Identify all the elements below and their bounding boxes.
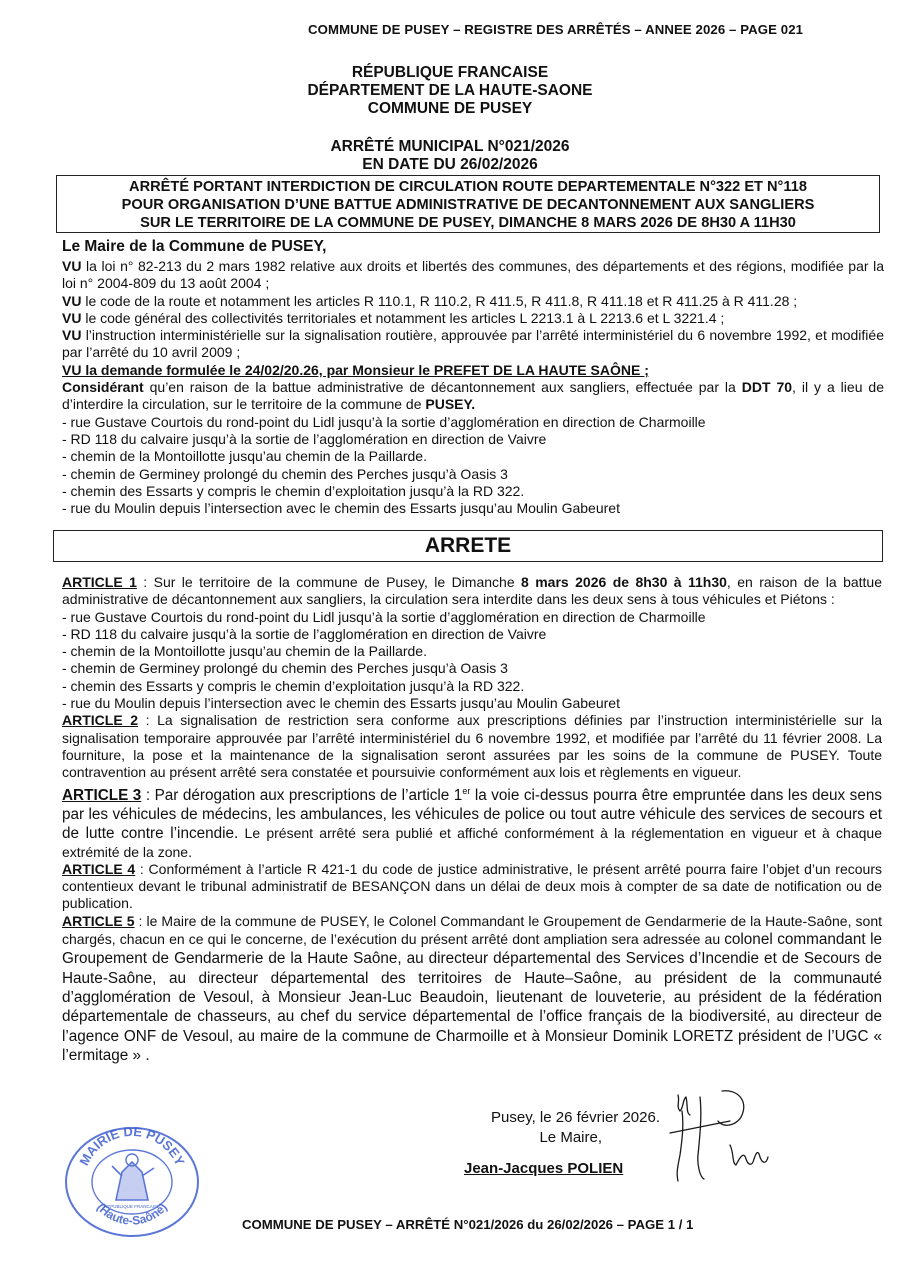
list-item: - chemin de la Montoillotte jusqu’au chemin de la Paillarde. [62, 643, 427, 660]
list-item: - RD 118 du calvaire jusqu’à la sortie de l’agglomération en direction de Vaivre [62, 625, 547, 642]
articles-section [62, 574, 882, 1065]
arrete-heading: ARRETE [424, 534, 512, 557]
republic-line: RÉPUBLIQUE FRANCAISE [351, 64, 549, 81]
stamp-top-text: MAIRIE DE PUSEY [76, 1123, 188, 1168]
signer-name: Jean-Jacques POLIEN [464, 1160, 624, 1177]
mayor-intro: Le Maire de la Commune de PUSEY, [62, 238, 327, 255]
list-item: - chemin des Essarts y compris le chemin d’exploitation jusqu’à la RD 322. [62, 482, 525, 499]
issuing-authority [0, 64, 900, 118]
vu-label: VU [62, 258, 82, 274]
signer-role: Le Maire, [539, 1129, 602, 1146]
department-line: DÉPARTEMENT DE LA HAUTE-SAONE [307, 82, 593, 99]
article-5: ARTICLE 5 : le Maire de la commune de PUSEY, le Colonel Commandant le Groupement de Gendarmerie de la Haute-Saône, sont chargés, chacun en ce qui le concerne, de l’exécution du présent arrêté dont ampliation sera adressée au colonel commandant le Groupement de Gendarmerie de la Haute Saône, au directeur départemental des Services d’Incendie et de Secours de Haute-Saône, au directeur départemental des territoires de Haute–Saône, au président de la communauté d’agglomération de Vesoul, à Monsieur Jean-Luc Beaudoin, lieutenant de louveterie, au président de la fédération départementale de chasseurs, au chef du service départemental de l’office français de la biodiversité, au directeur de l’agence ONF de Vesoul, au maire de la commune de Charmoille et à Monsieur Dominik LORETZ président de l’UGC « l’ermitage » . [62, 912, 883, 1064]
vu-label: VU [62, 309, 82, 326]
list-item: - chemin des Essarts y compris le chemin d’exploitation jusqu’à la RD 322. [62, 677, 525, 694]
list-item: - rue Gustave Courtois du rond-point du Lidl jusqu’à la sortie d’agglomération en direction de Charmoille [62, 608, 706, 625]
vu-item: VU le code général des collectivités territoriales et notamment les articles L 2213.1 à L 2213.6 et L 3221.4 ; [62, 309, 725, 326]
article-4: ARTICLE 4 : Conformément à l’article R 421-1 du code de justice administrative, le présent arrêté pourra faire l’objet d’un recours contentieux devant le tribunal administratif de BESANÇON dans un délai de deux mois à compter de sa date de notification ou de publication. [62, 860, 882, 912]
list-item: - rue du Moulin depuis l’intersection avec le chemin des Essarts jusqu’au Moulin Gabeuret [62, 695, 620, 712]
mairie-stamp-icon [62, 1120, 202, 1238]
article-1: ARTICLE 1 : Sur le territoire de la commune de Pusey, le Dimanche 8 mars 2026 de 8h30 à 11h30, en raison de la battue administrative de décantonnement aux sangliers, la circulation sera interdite dans les deux sens à tous véhicules et Piétons : [62, 574, 882, 608]
vu-label: VU [62, 292, 82, 309]
arrete-number [0, 138, 900, 174]
vu-item: VU le code de la route et notamment les articles R 110.1, R 110.2, R 411.5, R 411.8, R 411.18 et R 411.25 à R 411.28 ; [62, 292, 798, 309]
considerant: Considérant qu’en raison de la battue administrative de décantonnement aux sangliers, effectuée par la DDT 70, il y a lieu de d’interdire la circulation, sur le territoire de la commune de PUSEY. [62, 379, 884, 413]
article-3: ARTICLE 3 : Par dérogation aux prescriptions de l’article 1er la voie ci-dessus pourra être empruntée dans les deux sens par les véhicules de médecins, les ambulances, les véhicules de police ou tout autre véhicule des services de secours et de lutte contre l’incendie. Le présent arrêté sera publié et affiché conformément à la réglementation en vigueur et à chaque extrémité de la zone. [62, 785, 882, 860]
vu-label: VU [62, 327, 82, 344]
place-date: Pusey, le 26 février 2026. [491, 1109, 660, 1126]
road-list [62, 414, 884, 518]
list-item: - chemin de la Montoillotte jusqu’au chemin de la Paillarde. [62, 448, 427, 465]
list-item: - chemin de Germiney prolongé du chemin des Perches jusqu’à Oasis 3 [62, 660, 508, 677]
page-footer: COMMUNE DE PUSEY – ARRÊTÉ N°021/2026 du 26/02/2026 – PAGE 1 / 1 [242, 1217, 694, 1232]
signing-block [380, 1108, 660, 1148]
vu-item: VU la loi n° 82-213 du 2 mars 1982 relative aux droits et libertés des communes, des départements et des régions, modifiée par la loi n° 2004-809 du 13 août 2004 ; [62, 258, 884, 292]
title-line-2: POUR ORGANISATION D’UNE BATTUE ADMINISTRATIVE DE DECANTONNEMENT AUX SANGLIERS [121, 197, 815, 213]
arrete-number-line: ARRÊTÉ MUNICIPAL N°021/2026 [330, 138, 570, 155]
title-line-1: ARRÊTÉ PORTANT INTERDICTION DE CIRCULATION ROUTE DEPARTEMENTALE N°322 ET N°118 [129, 179, 807, 195]
vu-demande: VU la demande formulée le 24/02/20.26, par Monsieur le PREFET DE LA HAUTE SAÔNE ; [62, 361, 649, 378]
list-item: - RD 118 du calvaire jusqu’à la sortie de l’agglomération en direction de Vaivre [62, 430, 547, 447]
article-2: ARTICLE 2 : La signalisation de restriction sera conforme aux prescriptions définies par l’instruction interministérielle sur la signalisation temporaire approuvée par l’arrêté interministériel du 6 novembre 1992, et modifiée par l’arrêté du 11 février 2008. La fourniture, la pose et la maintenance de la signalisation seront assurées par les soins de la commune de PUSEY. Toute contravention au présent arrêté sera constatée et poursuivie conformément aux lois et règlements en vigueur. [62, 712, 882, 781]
arrete-date-line: EN DATE DU 26/02/2026 [362, 156, 538, 173]
stamp-inner-text: REPUBLIQUE FRANCAISE [103, 1204, 161, 1209]
title-line-3: SUR LE TERRITOIRE DE LA COMMUNE DE PUSEY, DIMANCHE 8 MARS 2026 DE 8H30 A 11H30 [140, 215, 796, 231]
page-header: COMMUNE DE PUSEY – REGISTRE DES ARRÊTÉS – ANNEE 2026 – PAGE 021 [308, 22, 804, 37]
stamp-bottom-text: (Haute-Saône) [94, 1200, 170, 1228]
vu-section [62, 258, 884, 517]
commune-line: COMMUNE DE PUSEY [367, 100, 533, 117]
vu-item: VU l’instruction interministérielle sur la signalisation routière, approuvée par l’arrêté interministériel du 6 novembre 1992, et modifiée par l’arrêté du 10 avril 2009 ; [62, 327, 884, 361]
list-item: - rue du Moulin depuis l’intersection avec le chemin des Essarts jusqu’au Moulin Gabeuret [62, 500, 620, 517]
road-list [62, 609, 882, 713]
list-item: - chemin de Germiney prolongé du chemin des Perches jusqu’à Oasis 3 [62, 465, 508, 482]
arrete-heading-box [53, 530, 883, 562]
arrete-title-box [56, 175, 880, 233]
list-item: - rue Gustave Courtois du rond-point du Lidl jusqu’à la sortie d’agglomération en direction de Charmoille [62, 413, 706, 430]
signature-icon [660, 1085, 780, 1185]
